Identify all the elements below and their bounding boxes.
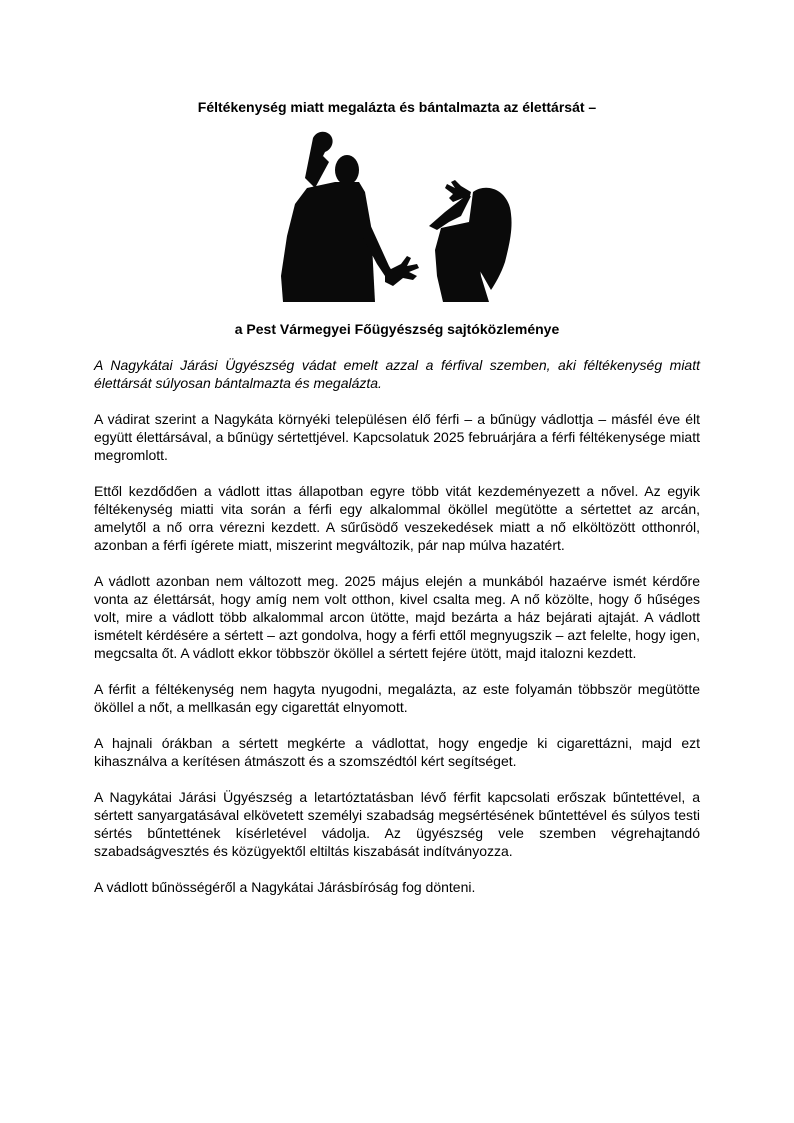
- lead-paragraph: A Nagykátai Járási Ügyészség vádat emelt azzal a férfival szemben, aki féltékenység miatt élettársát súlyosan bántalmazta és megalázta.: [94, 357, 700, 391]
- body-paragraph: A vádirat szerint a Nagykáta környéki településen élő férfi – a bűnügy vádlottja – másfél éve élt együtt élettársával, a bűnügy sértettjével. Kapcsolatuk 2025 februárjára a férfi féltékenysége miatt megromlott.: [94, 411, 700, 463]
- body-paragraph: A hajnali órákban a sértett megkérte a vádlottat, hogy engedje ki cigarettázni, majd ezt kihasználva a kerítésen átmászott és a szomszédtól kért segítséget.: [94, 735, 700, 769]
- document-body: [94, 356, 700, 914]
- body-paragraph: A vádlott azonban nem változott meg. 2025 május elején a munkából hazaérve ismét kérdőre vonta az élettársát, hogy amíg nem volt otthon, kivel csalta meg. A nő közölte, hogy ő hűséges volt, mire a vádlott több alkalommal arcon ütötte, majd bezárta a ház bejárati ajtaját. A vádlott ismételt kérdésére a sértett – azt gondolva, hogy a férfi ettől megnyugszik – azt felelte, hogy igen, megcsalta őt. A vádlott ekkor többször ököllel a sértett fejére ütött, majd italozni kezdett.: [94, 573, 700, 661]
- body-paragraph: A férfit a féltékenység nem hagyta nyugodni, megalázta, az este folyamán többször megütötte ököllel a nőt, a mellkasán egy cigarettát elnyomott.: [94, 681, 700, 715]
- body-paragraph: Ettől kezdődően a vádlott ittas állapotban egyre több vitát kezdeményezett a nővel. Az egyik féltékenység miatti vita során a férfi egy alkalommal ököllel megütötte a sértettet az arcán, amelytől a nő orra vérezni kezdett. A sűrűsödő veszekedések miatt a nő elköltözött otthonról, azonban a férfi ígérete miatt, miszerint megváltozik, pár nap múlva hazatért.: [94, 483, 700, 553]
- body-paragraph: A Nagykátai Járási Ügyészség a letartóztatásban lévő férfit kapcsolati erőszak bűntettével, a sértett sanyargatásával elkövetett személyi szabadság megsértésének bűntettével és súlyos testi sértés bűntettének kísérletével vádolja. Az ügyészség vele szemben végrehajtandó szabadságvesztés és közügyektől eltiltás kiszabását indítványozza.: [94, 789, 700, 859]
- silhouette-domestic-violence-icon: [265, 126, 527, 302]
- document-subtitle: a Pest Vármegyei Főügyészség sajtóközleménye: [234, 321, 560, 337]
- closing-paragraph: A vádlott bűnösségéről a Nagykátai Járásbíróság fog dönteni.: [94, 879, 476, 895]
- document-title: Féltékenység miatt megalázta és bántalmazta az élettársát –: [197, 99, 597, 115]
